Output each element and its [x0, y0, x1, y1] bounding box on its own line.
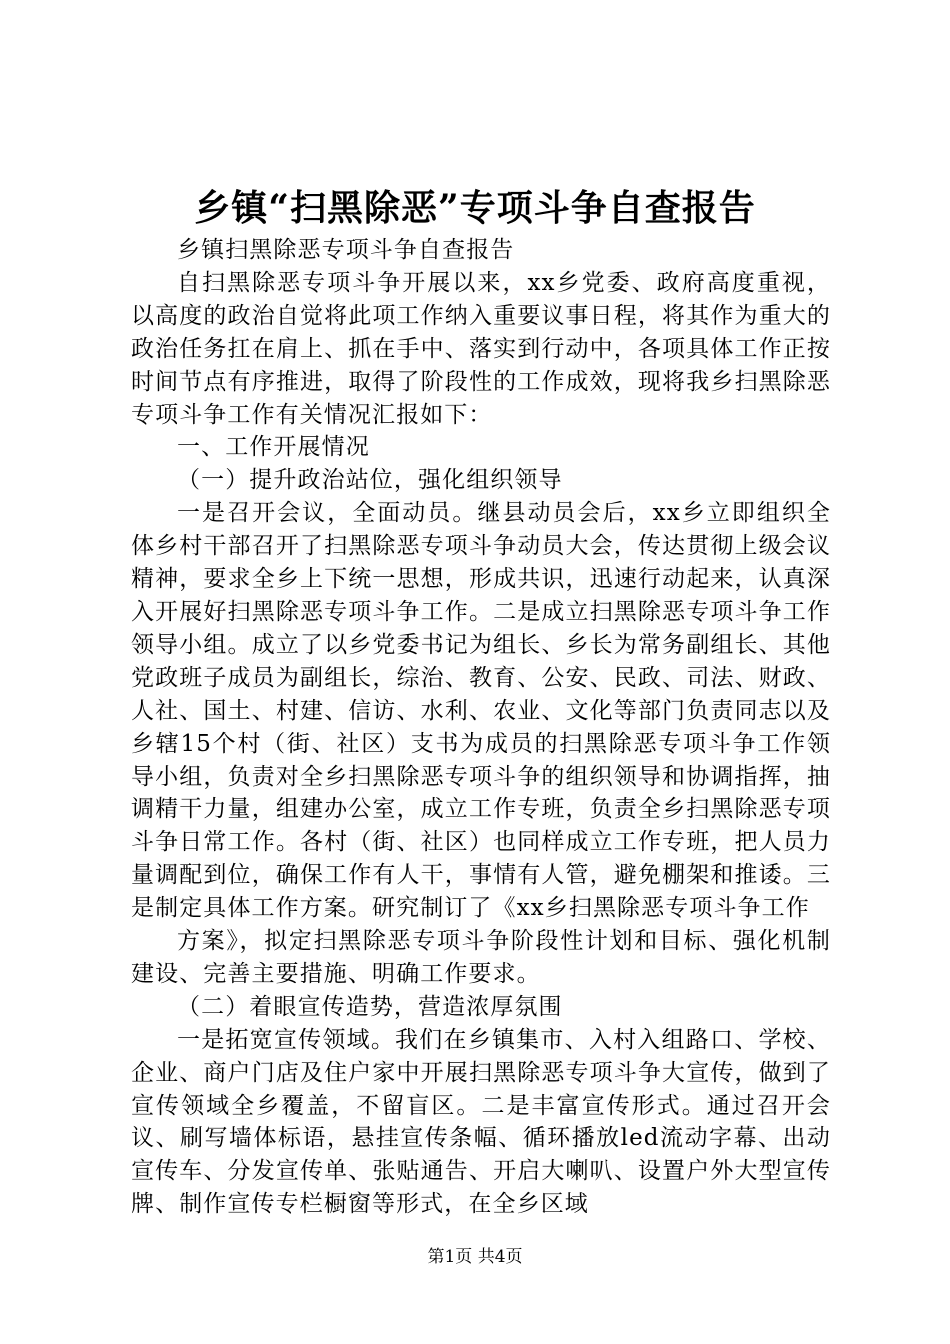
- subsection-heading: （二）着眼宣传造势，营造浓厚氛围: [177, 993, 563, 1020]
- body-paragraph: 一是召开会议，全面动员。继县动员会后，xx乡立即组织全体乡村干部召开了扫黑除恶专项斗争动员大会，传达贯彻上级会议精神，要求全乡上下统一思想，形成共识，迅速行动起来，认真深入开展好扫黑除恶专项斗争工作。二是成立扫黑除恶专项斗争工作领导小组。成立了以乡党委书记为组长、乡长为常务副组长、其他党政班子成员为副组长，综治、教育、公安、民政、司法、财政、人社、国土、村建、信访、水利、农业、文化等部门负责同志以及乡辖15个村（街、社区）支书为成员的扫黑除恶专项斗争工作领导小组，负责对全乡扫黑除恶专项斗争的组织领导和协调指挥，抽调精干力量，组建办公室，成立工作专班，负责全乡扫黑除恶专项斗争日常工作。各村（街、社区）也同样成立工作专班，把人员力量调配到位，确保工作有人干，事情有人管，避免棚架和推诿。三是制定具体工作方案。研究制订了《xx乡扫黑除恶专项斗争工作: [131, 500, 831, 922]
- document-title: 乡镇“扫黑除恶”专项斗争自查报告: [194, 187, 756, 229]
- intro-paragraph: 自扫黑除恶专项斗争开展以来，xx乡党委、政府高度重视，以高度的政治自觉将此项工作纳入重要议事日程，将其作为重大的政治任务扛在肩上、抓在手中、落实到行动中，各项具体工作正按时间节点有序推进，取得了阶段性的工作成效，现将我乡扫黑除恶专项斗争工作有关情况汇报如下：: [131, 269, 831, 428]
- body-paragraph: 方案》，拟定扫黑除恶专项斗争阶段性计划和目标、强化机制建设、完善主要措施、明确工作要求。: [131, 928, 831, 987]
- section-heading: 一、工作开展情况: [177, 434, 370, 461]
- page-number-footer: 第1页 共4页: [427, 1247, 523, 1267]
- subtitle-paragraph: 乡镇扫黑除恶专项斗争自查报告: [177, 237, 515, 263]
- body-paragraph: 一是拓宽宣传领域。我们在乡镇集市、入村入组路口、学校、企业、商户门店及住户家中开展扫黑除恶专项斗争大宣传，做到了宣传领域全乡覆盖，不留盲区。二是丰富宣传形式。通过召开会议、刷写墙体标语，悬挂宣传条幅、循环播放led流动字幕、出动宣传车、分发宣传单、张贴通告、开启大喇叭、设置户外大型宣传牌、制作宣传专栏橱窗等形式，在全乡区域: [131, 1026, 831, 1218]
- document-body: [131, 234, 831, 1221]
- subsection-heading: （一）提升政治站位，强化组织领导: [177, 467, 563, 494]
